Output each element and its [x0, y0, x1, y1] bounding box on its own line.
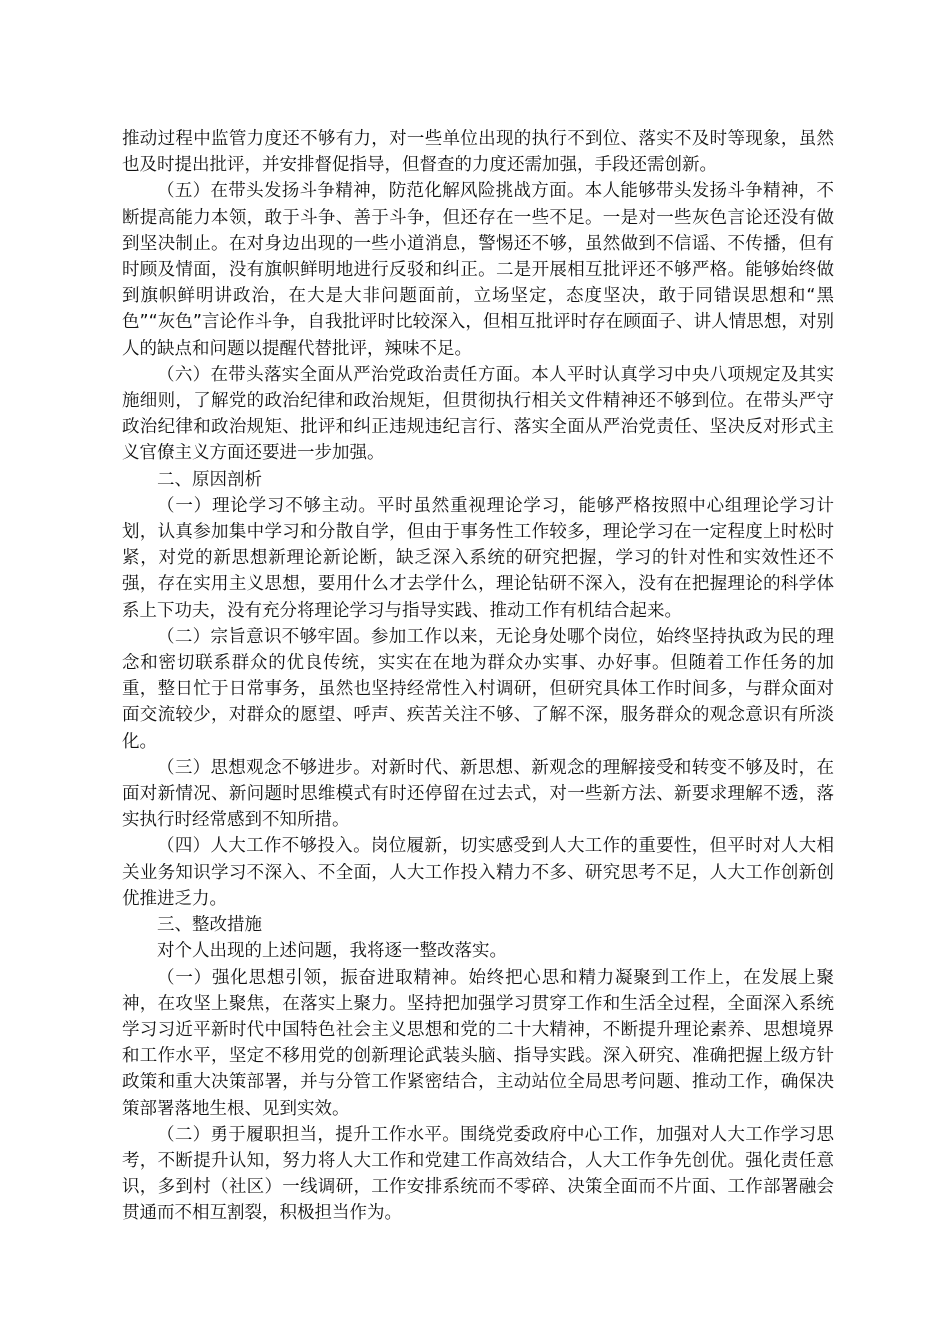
section-heading-cause-analysis: 二、原因剖析 — [157, 469, 262, 490]
paragraph-measure-1: （一）强化思想引领，振奋进取精神。始终把心思和精力凝聚到工作上，在发展上聚神，在攻坚上聚焦，在落实上聚力。坚持把加强学习贯穿工作和生活全过程，全面深入系统学习习近平新时代中国特色社会主义思想和党的二十大精神，不断提升理论素养、思想境界和工作水平，坚定不移用党的创新理论武装头脑、指导实践。深入研究、准确把握上级方针政策和重大决策部署，并与分管工作紧密结合，主动站位全局思考问题、推动工作，确保决策部署落地生根、见到实效。 — [122, 967, 834, 1119]
section-heading-rectification: 三、整改措施 — [157, 915, 262, 936]
document-body — [122, 126, 834, 1227]
paragraph-item-5: （五）在带头发扬斗争精神，防范化解风险挑战方面。本人能够带头发扬斗争精神，不断提高能力本领，敢于斗争、善于斗争，但还存在一些不足。一是对一些灰色言论还没有做到坚决制止。在对身边出现的一些小道消息，警惕还不够，虽然做到不信谣、不传播，但有时顾及情面，没有旗帜鲜明地进行反驳和纠正。二是开展相互批评还不够严格。能够始终做到旗帜鲜明讲政治，在大是大非问题面前，立场坚定，态度坚决，敢于同错误思想和“黑色”“灰色”言论作斗争，自我批评时比较深入，但相互批评时存在顾面子、讲人情思想，对别人的缺点和问题以提醒代替批评，辣味不足。 — [122, 181, 834, 359]
paragraph-rectification-intro: 对个人出现的上述问题，我将逐一整改落实。 — [157, 941, 507, 962]
paragraph-item-6: （六）在带头落实全面从严治党政治责任方面。本人平时认真学习中央八项规定及其实施细则，了解党的政治纪律和政治规矩，但贯彻执行相关文件精神还不够到位。在带头严守政治纪律和政治规矩、批评和纠正违规违纪言行、落实全面从严治党责任、坚决反对形式主义官僚主义方面还要进一步加强。 — [122, 364, 834, 464]
paragraph-cause-3: （三）思想观念不够进步。对新时代、新思想、新观念的理解接受和转变不够及时，在面对新情况、新问题时思维模式有时还停留在过去式，对一些新方法、新要求理解不透，落实执行时经常感到不知所措。 — [122, 757, 834, 831]
paragraph-measure-2: （二）勇于履职担当，提升工作水平。围绕党委政府中心工作，加强对人大工作学习思考，不断提升认知，努力将人大工作和党建工作高效结合，人大工作争先创优。强化责任意识，多到村（社区）一线调研，工作安排系统而不零碎、决策全面而不片面、工作部署融会贯通而不相互割裂，积极担当作为。 — [122, 1124, 834, 1224]
paragraph-cause-1: （一）理论学习不够主动。平时虽然重视理论学习，能够严格按照中心组理论学习计划，认真参加集中学习和分散自学，但由于事务性工作较多，理论学习在一定程度上时松时紧，对党的新思想新理论新论断，缺乏深入系统的研究把握，学习的针对性和实效性还不强，存在实用主义思想，要用什么才去学什么，理论钻研不深入，没有在把握理论的科学体系上下功夫，没有充分将理论学习与指导实践、推动工作有机结合起来。 — [122, 495, 834, 621]
paragraph-continuation: 推动过程中监管力度还不够有力，对一些单位出现的执行不到位、落实不及时等现象，虽然也及时提出批评，并安排督促指导，但督查的力度还需加强，手段还需创新。 — [122, 129, 834, 176]
paragraph-cause-2: （二）宗旨意识不够牢固。参加工作以来，无论身处哪个岗位，始终坚持执政为民的理念和密切联系群众的优良传统，实实在在地为群众办实事、办好事。但随着工作任务的加重，整日忙于日常事务，虽然也坚持经常性入村调研，但研究具体工作时间多，与群众面对面交流较少，对群众的愿望、呼声、疾苦关注不够、了解不深，服务群众的观念意识有所淡化。 — [122, 626, 834, 752]
paragraph-cause-4: （四）人大工作不够投入。岗位履新，切实感受到人大工作的重要性，但平时对人大相关业务知识学习不深入、不全面，人大工作投入精力不多、研究思考不足，人大工作创新创优推进乏力。 — [122, 836, 834, 909]
